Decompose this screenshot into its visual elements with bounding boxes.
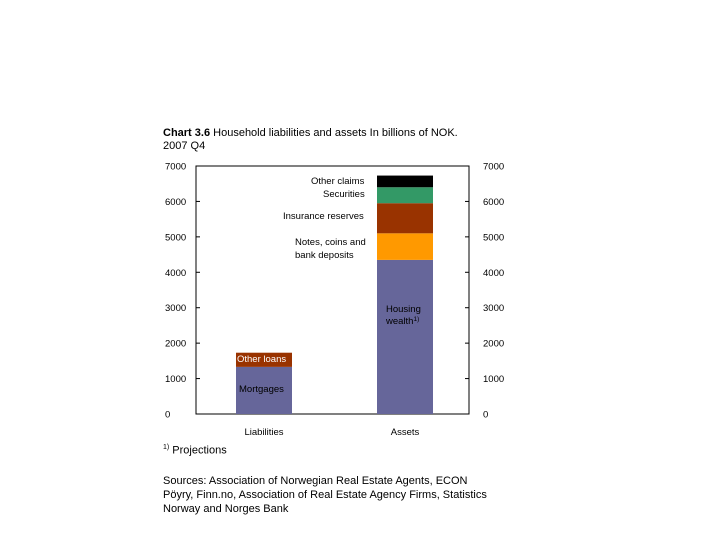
left-axis-tick-label: 6000	[165, 196, 187, 208]
left-axis-tick-label: 7000	[165, 161, 187, 173]
bar-segment	[377, 187, 433, 203]
annotation-bank-deposits: bank deposits	[295, 250, 354, 261]
right-axis-tick-label: 6000	[483, 196, 505, 208]
footnote-text: Projections	[172, 444, 227, 457]
annotation-other-claims: Other claims	[311, 176, 365, 187]
right-axis-tick-label: 0	[483, 409, 489, 421]
left-axis-tick-label: 4000	[165, 267, 187, 279]
footnote-marker: 1)	[163, 444, 170, 451]
bar-segment	[377, 233, 433, 260]
right-axis-tick-label: 3000	[483, 303, 505, 315]
annotation-other-loans: Other loans	[237, 354, 287, 365]
x-axis-category-label: Assets	[390, 427, 420, 438]
x-axis-category-label: Liabilities	[244, 427, 284, 438]
left-axis-tick-label: 5000	[165, 232, 187, 244]
left-axis-tick-label: 1000	[165, 374, 187, 386]
annotation-securities: Securities	[323, 189, 365, 200]
right-axis-tick-label: 2000	[483, 338, 505, 350]
annotation-notes-coins: Notes, coins and	[295, 237, 366, 248]
housing-wealth-superscript: 1)	[413, 316, 420, 323]
bar-segment	[377, 176, 433, 188]
annotation-insurance-reserves: Insurance reserves	[283, 211, 364, 222]
annotation-housing-wealth: Housing	[386, 304, 421, 315]
bar-segment	[377, 203, 433, 233]
chart-title-line2: 2007 Q4	[163, 140, 206, 152]
chart-number: Chart 3.6	[163, 127, 211, 139]
sources-note: Sources: Association of Norwegian Real Estate Agents, ECON Pöyry, Finn.no, Association of Real Estate Agency Firms, Statistics Norway and Norges Bank	[163, 475, 487, 515]
chart-title-text: Household liabilities and assets In billions of NOK.	[213, 127, 458, 139]
right-axis-tick-label: 4000	[483, 267, 505, 279]
bar-segment	[377, 260, 433, 414]
right-axis-tick-label: 1000	[483, 374, 505, 386]
left-axis-tick-label: 0	[165, 409, 171, 421]
right-axis-tick-label: 7000	[483, 161, 505, 173]
left-axis-tick-label: 2000	[165, 338, 187, 350]
left-axis-tick-label: 3000	[165, 303, 187, 315]
housing-wealth-word: wealth	[386, 316, 414, 327]
right-axis-tick-label: 5000	[483, 232, 505, 244]
annotation-mortgages: Mortgages	[239, 384, 284, 395]
footnote	[163, 444, 227, 457]
